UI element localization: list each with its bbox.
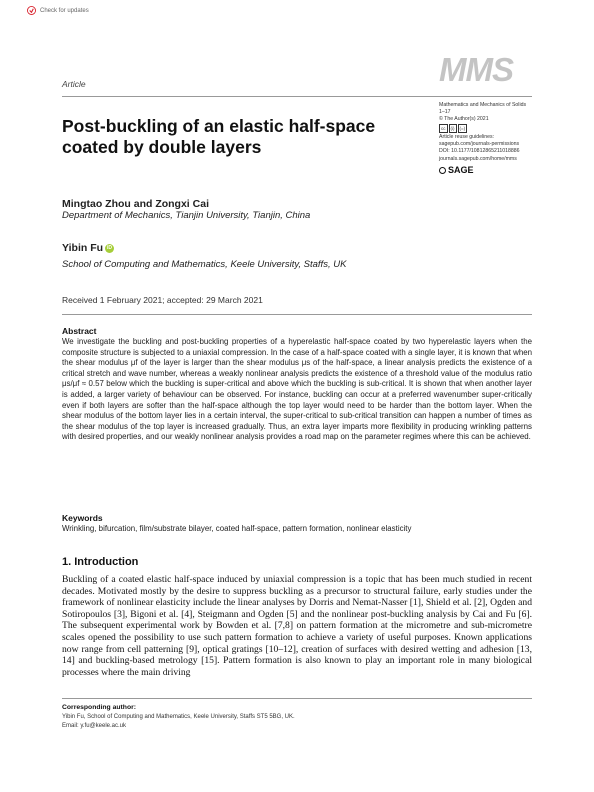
article-type: Article xyxy=(62,79,86,89)
journal-info-line: © The Author(s) 2021 xyxy=(439,116,489,123)
author-names: Mingtao Zhou and Zongxi Cai xyxy=(62,198,209,210)
corresponding-author-address: Yibin Fu, School of Computing and Mathematics, Keele University, Staffs ST5 5BG, UK. xyxy=(62,714,295,720)
doi-line[interactable]: DOI: 10.1177/10812865211018886 xyxy=(439,148,520,155)
author-affiliation-2: School of Computing and Mathematics, Keele University, Staffs, UK xyxy=(62,259,347,270)
introduction-body: Buckling of a coated elastic half-space induced by uniaxial compression is a topic that has been much studied in recent decades. Motivated mostly by the desire to suppress buckling as a precursor to structural failure, early studies under the framework of nonlinear elasticity include the linear analyses by Dorris and Nemat-Nasser [1], Shield et al. [2], Ogden and Sotiropoulos [3], Bigoni et al. [4], Steigmann and Ogden [5] and the nonlinear post-buckling analysis by Cai and Fu [6]. The subsequent experimental work by Bowden et al. [7,8] on pattern formation at the micrometre and sub-micrometre scales opened the possibility to use such pattern formation to achieve a variety of useful purposes. Known applications now range from cell patterning [9], optical gratings [10–12], creation of surfaces with desired wetting and adhesion [13, 14] and buckling-based metrology [15]. Pattern formation is also known to play an important role in many biological processes where the main driving xyxy=(62,574,532,678)
svg-text:MMS: MMS xyxy=(439,52,513,86)
corresponding-author-heading: Corresponding author: xyxy=(62,704,137,711)
journal-home-link[interactable]: journals.sagepub.com/home/mms xyxy=(439,155,517,162)
journal-info xyxy=(439,102,539,174)
footnote-divider xyxy=(62,698,532,699)
cc-license-badge[interactable] xyxy=(439,124,539,133)
reuse-link[interactable]: sagepub.com/journals-permissions xyxy=(439,141,520,148)
author-name: Yibin Fu xyxy=(62,242,104,254)
cc-by-icon: (i) xyxy=(450,126,455,132)
sage-ring-icon xyxy=(439,167,446,174)
journal-info-line: Mathematics and Mechanics of Solids xyxy=(439,102,527,108)
cc-icon: cc xyxy=(441,126,446,132)
corresponding-author-email[interactable]: Email: y.fu@keele.ac.uk xyxy=(62,723,127,729)
orcid-icon[interactable]: iD xyxy=(107,244,113,251)
author-affiliation: Department of Mechanics, Tianjin University, Tianjin, China xyxy=(62,210,311,221)
journal-info-line: 1–17 xyxy=(439,109,451,116)
crossmark-badge[interactable] xyxy=(27,6,89,15)
abstract-heading: Abstract xyxy=(62,326,97,336)
crossmark-label: Check for updates xyxy=(40,7,89,14)
sage-logo xyxy=(439,164,539,175)
received-accepted-dates: Received 1 February 2021; accepted: 29 March 2021 xyxy=(62,295,263,305)
journal-logo xyxy=(439,52,535,86)
keywords-list: Wrinkling, bifurcation, film/substrate bilayer, coated half-space, pattern formation, nonlinear elasticity xyxy=(62,524,412,533)
abstract-body: We investigate the buckling and post-buckling properties of a hyperelastic half-space coated by two hyperelastic layers when the composite structure is subjected to a uniaxial compression. In the case of a half-space coated with a single layer, it is known that when the shear modulus μf of the layer is larger than the shear modulus μs of the half-space, a linear analysis predicts the existence of a critical stretch and wave number, whereas a weakly nonlinear analysis predicts the existence of a threshold value of the modulus ratio μs/μf ≈ 0.57 below which the buckling is super-critical and above which the buckling is sub-critical. It is shown that when another layer is added, a larger variety of behaviour can be observed. For instance, buckling can occur at a preferred wavenumber super-critically even if both layers are softer than the half-space although the top layer would need to be harder than the bottom layer. When the shear modulus of the bottom layer lies in a certain interval, the super-critical to sub-critical transition can happen a number of times as the shear modulus of the top layer is increased gradually. Thus, an extra layer imparts more flexibility in producing wrinkling patterns with desired properties, and our weakly nonlinear analysis provides a road map on the parameter regimes where this can be achieved. xyxy=(62,337,532,442)
reuse-line: Article reuse guidelines: xyxy=(439,134,495,141)
abstract-divider xyxy=(62,314,532,315)
cc-nd-icon: (=) xyxy=(459,126,466,132)
article-title: Post-buckling of an elastic half-space coated by double layers xyxy=(62,116,376,157)
author-names-2 xyxy=(62,242,114,254)
crossmark-icon xyxy=(27,6,36,15)
keywords-heading: Keywords xyxy=(62,513,103,523)
publisher-name: SAGE xyxy=(448,164,474,175)
header-divider xyxy=(62,96,532,97)
section-heading: 1. Introduction xyxy=(62,556,139,568)
